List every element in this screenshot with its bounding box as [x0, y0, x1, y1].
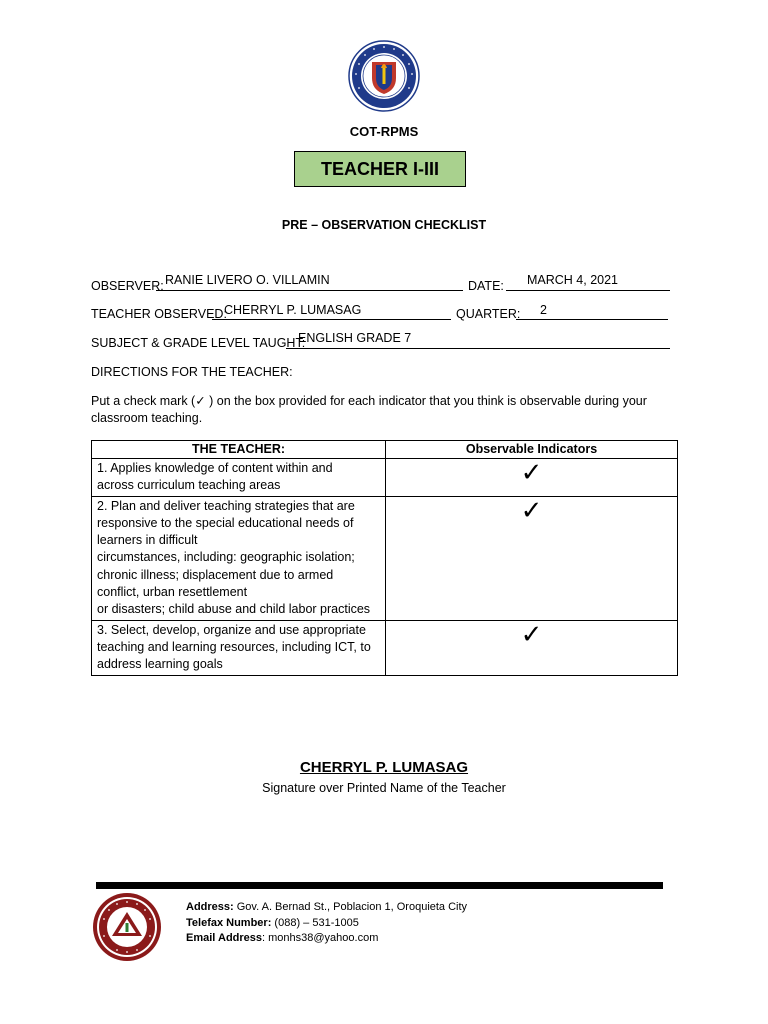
form-code: COT-RPMS: [349, 124, 419, 139]
checkmark-icon: ✓: [520, 458, 543, 488]
checkbox-cell[interactable]: [386, 459, 678, 497]
table-row: [92, 459, 678, 497]
observer-underline: [156, 290, 463, 291]
indicator-line: 2. Plan and deliver teaching strategies that are: [97, 498, 355, 513]
quarter-label: QUARTER:: [456, 307, 521, 321]
indicator-line: or disasters; child abuse and child labor practices: [97, 602, 371, 617]
directions-text: [91, 393, 671, 427]
indicator-line: responsive to the special educational needs of: [97, 515, 354, 530]
indicator-text-cell: [92, 620, 386, 675]
table-row: [92, 496, 678, 620]
quarter-underline: [516, 319, 668, 320]
indicator-line: 3. Select, develop, organize and use appropriate: [97, 622, 366, 637]
footer-divider: [96, 882, 663, 889]
indicator-line: across curriculum teaching areas: [97, 478, 281, 493]
checkmark-icon: ✓: [520, 619, 543, 650]
telefax-value: (088) – 531-1005: [271, 916, 359, 929]
directions-text-after: ) on the box provided for each indicator that you think is observable during your classroom teaching.: [91, 394, 647, 425]
checkbox-cell[interactable]: [386, 620, 678, 675]
deped-seal-logo: [348, 40, 420, 112]
indicator-line: 1. Applies knowledge of content within and: [97, 461, 333, 475]
indicator-table: [91, 440, 678, 676]
position-title: TEACHER I-III: [320, 158, 439, 179]
teacher-observed-underline: [212, 319, 451, 320]
signature-caption: Signature over Printed Name of the Teacher: [262, 781, 506, 795]
checkmark-icon: ✓: [520, 495, 543, 526]
indicator-line: conflict, urban resettlement: [97, 585, 248, 600]
telefax-line: [186, 916, 467, 932]
indicator-line: address learning goals: [97, 657, 223, 672]
indicator-text-cell: [92, 459, 386, 497]
email-label: Email Address: [186, 932, 263, 944]
indicator-text-cell: [92, 496, 386, 620]
checklist-title: PRE – OBSERVATION CHECKLIST: [281, 218, 487, 232]
subject-label: SUBJECT & GRADE LEVEL TAUGHT:: [91, 336, 306, 350]
indicator-line: chronic illness; displacement due to armed: [97, 567, 334, 582]
telefax-label: Telefax Number:: [186, 916, 272, 929]
position-title-box: [294, 151, 466, 187]
observer-value: RANIE LIVERO O. VILLAMIN: [165, 273, 330, 287]
checkbox-cell[interactable]: [386, 496, 678, 620]
check-symbol-icon: ✓: [195, 394, 206, 408]
email-line: [186, 931, 467, 947]
indicator-line: teaching and learning resources, including ICT, to: [97, 639, 371, 654]
observer-label: OBSERVER:: [91, 279, 164, 293]
indicators-column-header: Observable Indicators: [386, 441, 678, 459]
subject-value: ENGLISH GRADE 7: [298, 331, 412, 345]
directions-title: DIRECTIONS FOR THE TEACHER:: [91, 365, 293, 379]
address-value: Gov. A. Bernad St., Poblacion 1, Oroquieta City: [233, 901, 468, 913]
signature-name-text: CHERRYL P. LUMASAG: [299, 759, 469, 776]
directions-text-before: Put a check mark (: [91, 394, 196, 408]
teacher-column-header: THE TEACHER:: [92, 441, 386, 459]
footer-contact-block: [186, 900, 467, 947]
teacher-observed-label: TEACHER OBSERVED:: [91, 307, 227, 321]
teacher-observed-value: CHERRYL P. LUMASAG: [224, 303, 362, 317]
indicator-line: circumstances, including: geographic isolation;: [97, 550, 355, 565]
quarter-value: 2: [540, 303, 547, 317]
date-label: DATE:: [468, 279, 504, 293]
email-value[interactable]: : monhs38@yahoo.com: [262, 932, 379, 944]
table-row: [92, 620, 678, 675]
table-header-row: [92, 441, 678, 459]
date-value: MARCH 4, 2021: [527, 273, 619, 287]
address-line: [186, 900, 467, 916]
address-label: Address:: [186, 901, 234, 913]
subject-underline: [286, 348, 670, 349]
indicator-line: learners in difficult: [97, 533, 198, 548]
date-underline: [506, 290, 670, 291]
teacher-signature-name: [0, 759, 768, 776]
school-seal-logo: [92, 892, 162, 962]
